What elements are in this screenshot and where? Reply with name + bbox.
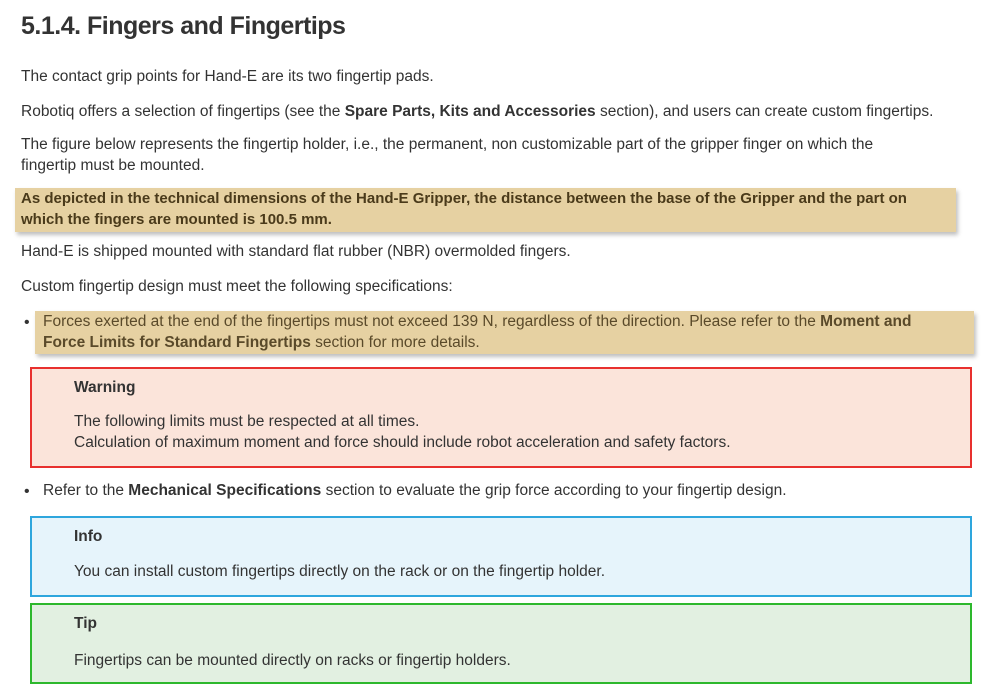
info-callout [30, 516, 972, 597]
grip-force-bullet [43, 480, 978, 501]
text-line: The figure below represents the fingertip holder, i.e., the permanent, non customizable part of the gripper finger on which the [21, 136, 874, 153]
text-segment: Forces exerted at the end of the fingertips must not exceed 139 N, regardless of the direction. Please refer to the [43, 313, 821, 330]
bullet-marker: • [24, 314, 30, 331]
text-line: Calculation of maximum moment and force should include robot acceleration and safety factors. [74, 433, 731, 451]
spare-parts-link[interactable]: Spare Parts, Kits and Accessories [344, 103, 596, 120]
text-line: fingertip must be mounted. [21, 157, 205, 174]
tip-callout [30, 603, 972, 684]
text-segment: section to evaluate the grip force according to your fingertip design. [321, 482, 787, 499]
force-limit-bullet [43, 311, 978, 353]
text-line: The following limits must be respected at all times. [74, 413, 420, 430]
info-title: Info [74, 528, 103, 545]
fingertip-selection-paragraph [21, 101, 971, 122]
info-body: You can install custom fingertips directly on the rack or on the fingertip holder. [74, 563, 606, 580]
text-segment: Refer to the [43, 482, 129, 499]
tip-title: Tip [74, 615, 97, 632]
specifications-intro-paragraph: Custom fingertip design must meet the following specifications: [21, 278, 453, 295]
dimensions-note-text [21, 188, 971, 230]
warning-body [74, 412, 731, 453]
tip-body: Fingertips can be mounted directly on racks or fingertip holders. [74, 652, 511, 669]
text-line: As depicted in the technical dimensions of the Hand-E Gripper, the distance between the base of the Gripper and the part on [21, 190, 907, 207]
section-title: 5.1.4. Fingers and Fingertips [21, 12, 346, 40]
bullet-marker: • [24, 483, 30, 500]
shipped-fingers-paragraph: Hand-E is shipped mounted with standard flat rubber (NBR) overmolded fingers. [21, 243, 571, 260]
text-segment: section for more details. [310, 334, 480, 351]
warning-callout [30, 367, 972, 468]
mechanical-specifications-link[interactable]: Mechanical Specifications [128, 482, 322, 499]
warning-title: Warning [74, 379, 136, 396]
text-segment: Robotiq offers a selection of fingertips (see the [21, 103, 345, 120]
intro-paragraph: The contact grip points for Hand-E are its two fingertip pads. [21, 68, 434, 85]
fingertip-holder-paragraph [21, 134, 971, 176]
text-line: which the fingers are mounted is 100.5 mm. [21, 211, 332, 228]
text-segment: section), and users can create custom fingertips. [595, 103, 934, 120]
moment-force-limits-link-cont[interactable]: Force Limits for Standard Fingertips [43, 334, 311, 351]
moment-force-limits-link[interactable]: Moment and [820, 313, 912, 330]
